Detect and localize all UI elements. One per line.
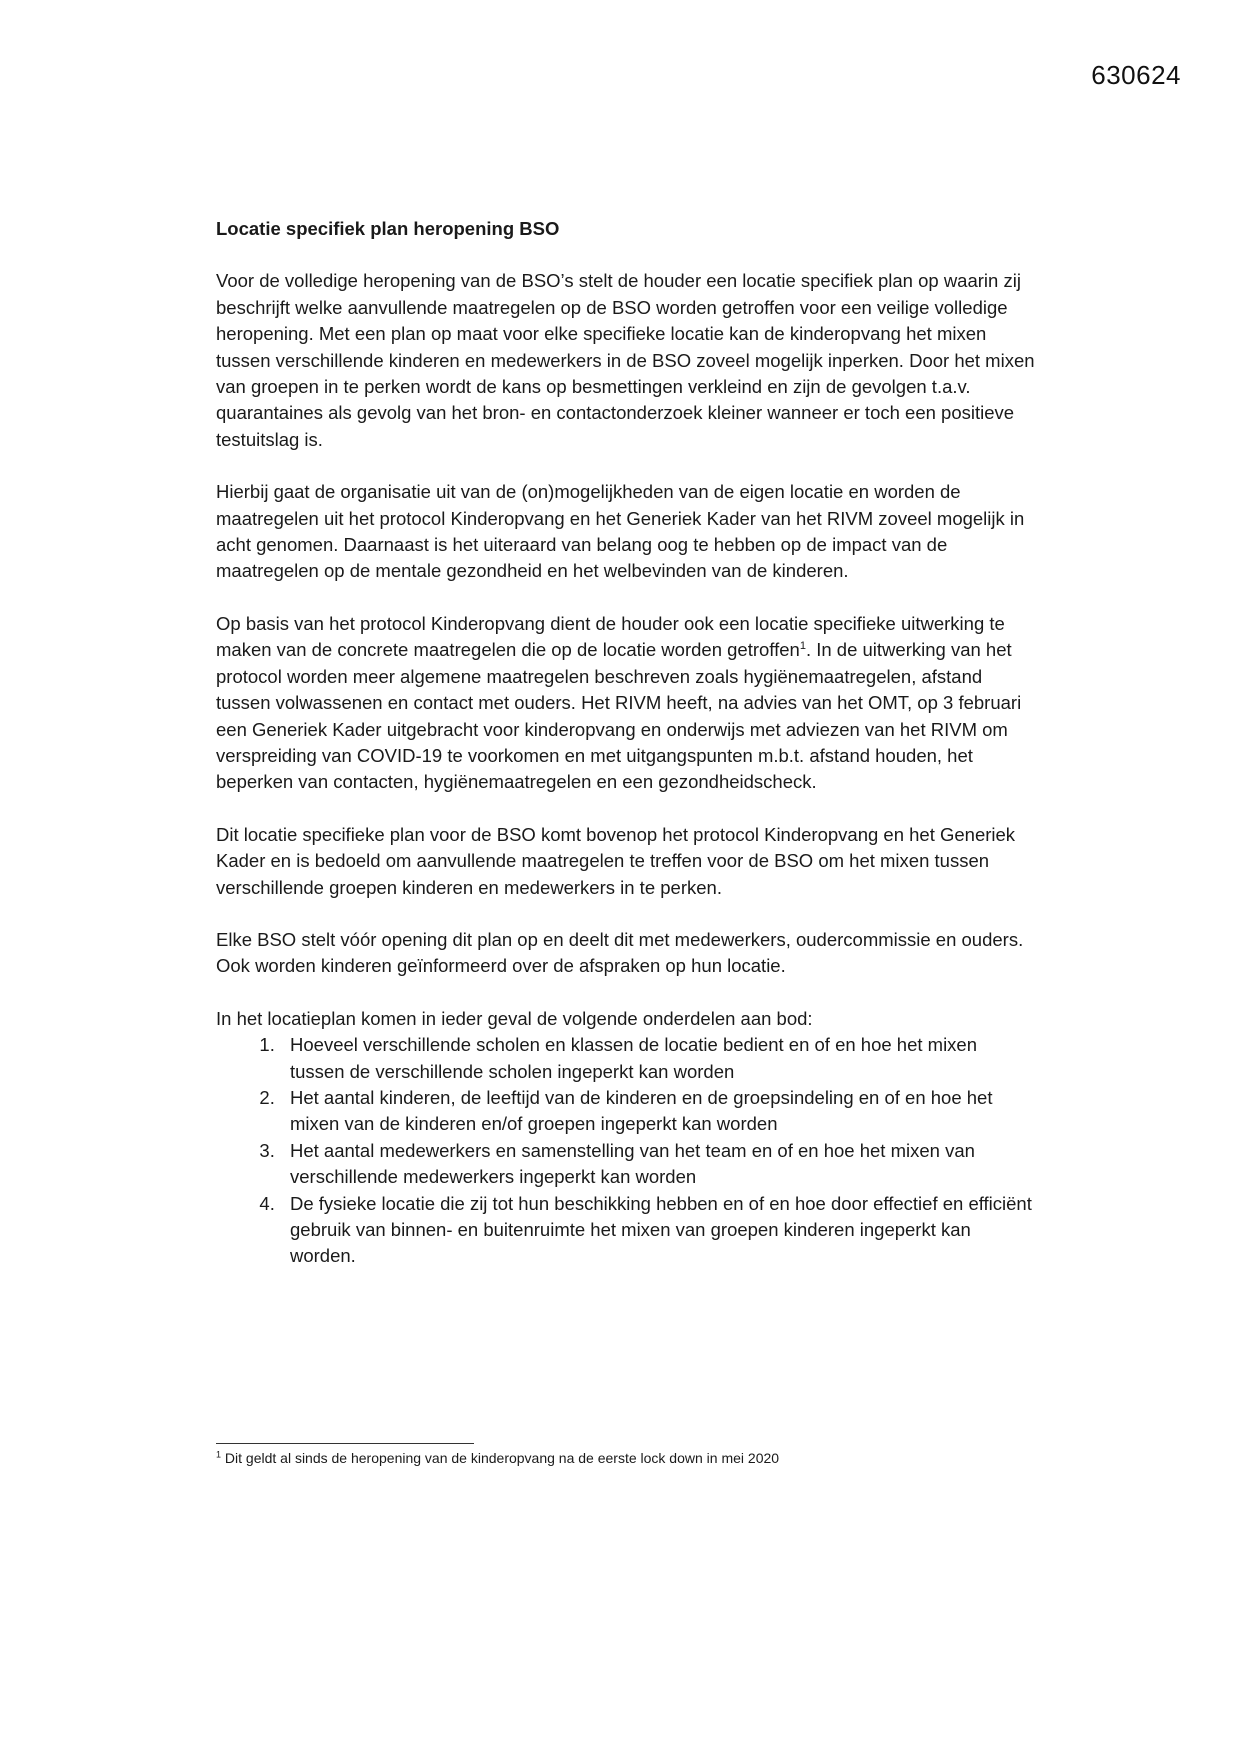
list-item: 3. Het aantal medewerkers en samenstelling van het team en of en hoe het mixen van verschillende medewerkers ingeperkt kan worden [280, 1138, 1036, 1191]
list-item: 1. Hoeveel verschillende scholen en klassen de locatie bedient en of en hoe het mixen tussen de verschillende scholen ingeperkt kan worden [280, 1032, 1036, 1085]
paragraph-2: Hierbij gaat de organisatie uit van de (on)mogelijkheden van de eigen locatie en worden de maatregelen uit het protocol Kinderopvang en het Generiek Kader van het RIVM zoveel mogelijk in acht genomen. Daarnaast is het uiteraard van belang oog te hebben op de impact van de maatregelen op de mentale gezondheid en het welbevinden van de kinderen. [216, 481, 1025, 582]
paragraph-3 [216, 611, 1036, 796]
footnote-reference: 1 [799, 640, 806, 653]
paragraph-3-text-a: Op basis van het protocol Kinderopvang dient de houder ook een locatie specifieke uitwerking te maken van de concrete maatregelen die op de locatie worden getroffen [216, 612, 1005, 661]
document-body [216, 216, 1036, 1270]
paragraph-4: Dit locatie specifieke plan voor de BSO komt bovenop het protocol Kinderopvang en het Generiek Kader en is bedoeld om aanvullende maatregelen te treffen voor de BSO om het mixen tussen verschillende groepen kinderen en medewerkers in te perken. [216, 823, 1016, 898]
document-title: Locatie specifiek plan heropening BSO [216, 218, 560, 239]
paragraph-5: Elke BSO stelt vóór opening dit plan op en deelt dit met medewerkers, oudercommissie en ouders. Ook worden kinderen geïnformeerd over de afspraken op hun locatie. [216, 928, 1024, 977]
footnote-marker: 1 [216, 1449, 222, 1460]
list-item: 2. Het aantal kinderen, de leeftijd van de kinderen en de groepsindeling en of en hoe het mixen van de kinderen en/of groepen ingeperkt kan worden [280, 1085, 1036, 1138]
footnote [216, 1449, 779, 1467]
footnote-divider [216, 1443, 474, 1444]
list-item: 4. De fysieke locatie die zij tot hun beschikking hebben en of en hoe door effectief en efficiënt gebruik van binnen- en buitenruimte het mixen van groepen kinderen ingeperkt kan worden. [280, 1191, 1036, 1270]
paragraph-1: Voor de volledige heropening van de BSO’s stelt de houder een locatie specifiek plan op waarin zij beschrijft welke aanvullende maatregelen op de BSO worden getroffen voor een veilige volledige heropening. Met een plan op maat voor elke specifieke locatie kan de kinderopvang het mixen tussen verschillende kinderen en medewerkers in de BSO zoveel mogelijk inperken. Door het mixen van groepen in te perken wordt de kans op besmettingen verkleind en zijn de gevolgen t.a.v. quarantaines als gevolg van het bron- en contactonderzoek kleiner wanneer er toch een positieve testuitslag is. [216, 270, 1035, 450]
document-number: 630624 [1091, 60, 1181, 90]
list-intro: In het locatieplan komen in ieder geval de volgende onderdelen aan bod: [216, 1007, 813, 1029]
paragraph-3-text-b: . In de uitwerking van het protocol worden meer algemene maatregelen beschreven zoals hygiënemaatregelen, afstand tussen volwassenen en contact met ouders. Het RIVM heeft, na advies van het OMT, op 3 februari een Generiek Kader uitgebracht voor kinderopvang en onderwijs met adviezen van het RIVM om verspreiding van COVID-19 te voorkomen en met uitgangspunten m.b.t. afstand houden, het beperken van contacten, hygiënemaatregelen en een gezondheidscheck. [216, 639, 1022, 793]
numbered-list [216, 1032, 1036, 1270]
footnote-text: Dit geldt al sinds de heropening van de kinderopvang na de eerste lock down in mei 2020 [221, 1450, 780, 1466]
